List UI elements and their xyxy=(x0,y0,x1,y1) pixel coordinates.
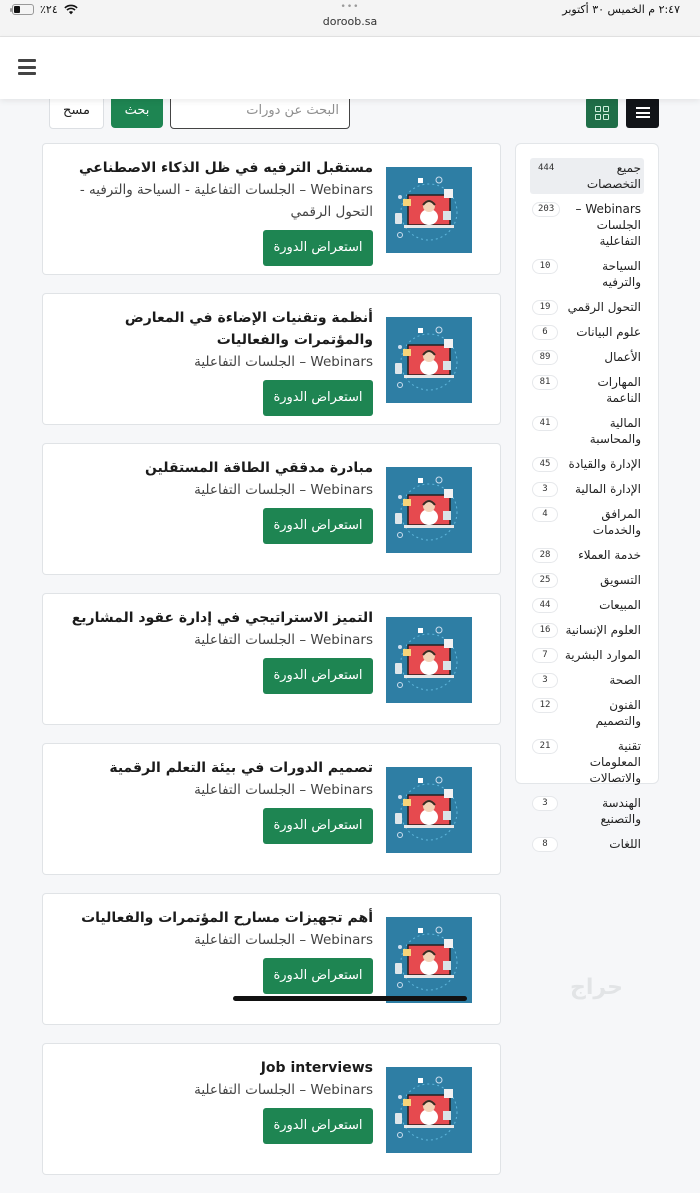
category-label: الأعمال xyxy=(604,350,641,364)
course-thumbnail[interactable] xyxy=(386,617,472,703)
course-card xyxy=(42,593,501,725)
category-soft-skills[interactable] xyxy=(530,372,644,408)
tab-dots-icon[interactable]: ••• xyxy=(340,2,360,12)
category-label: المالية والمحاسبة xyxy=(589,416,641,446)
view-course-button[interactable]: استعراض الدورة xyxy=(263,958,373,994)
battery-percent: ٪٢٤ xyxy=(40,3,58,16)
category-label: التسويق xyxy=(600,573,641,587)
url-text[interactable]: doroob.sa xyxy=(322,15,378,28)
category-count-badge: 7 xyxy=(532,648,558,663)
category-management-leadership[interactable] xyxy=(530,454,644,474)
category-label: تقنية المعلومات والاتصالات xyxy=(589,739,641,785)
category-human-resources[interactable] xyxy=(530,645,644,665)
category-webinars[interactable] xyxy=(530,199,644,251)
webinar-illustration-icon xyxy=(386,767,472,853)
category-financial-management[interactable] xyxy=(530,479,644,499)
list-icon xyxy=(636,107,650,118)
category-count-badge: 41 xyxy=(532,416,558,431)
browser-status-bar xyxy=(0,0,700,37)
course-card xyxy=(42,893,501,1025)
category-count-badge: 12 xyxy=(532,698,558,713)
watermark-logo: حراج xyxy=(570,975,623,1000)
view-course-button[interactable]: استعراض الدورة xyxy=(263,508,373,544)
category-ict[interactable] xyxy=(530,736,644,788)
category-label: الموارد البشرية xyxy=(564,648,641,662)
category-count-badge: 8 xyxy=(532,837,558,852)
course-card xyxy=(42,1043,501,1175)
webinar-illustration-icon xyxy=(386,917,472,1003)
category-count-badge: 4 xyxy=(532,507,558,522)
category-count-badge: 3 xyxy=(532,796,558,811)
course-thumbnail[interactable] xyxy=(386,767,472,853)
category-business[interactable] xyxy=(530,347,644,367)
category-count-badge: 44 xyxy=(532,598,558,613)
category-humanities[interactable] xyxy=(530,620,644,640)
course-title[interactable]: Job interviews xyxy=(260,1060,373,1076)
category-count-badge: 81 xyxy=(532,375,558,390)
course-title[interactable]: التميز الاستراتيجي في إدارة عقود المشاريع xyxy=(71,610,373,626)
time-date: ٢:٤٧ م الخميس ٣٠ أكتوبر xyxy=(562,3,680,16)
view-course-button[interactable]: استعراض الدورة xyxy=(263,230,373,266)
category-data-science[interactable] xyxy=(530,322,644,342)
view-course-button[interactable]: استعراض الدورة xyxy=(263,1108,373,1144)
hamburger-icon-bar xyxy=(18,59,36,62)
category-count-badge: 28 xyxy=(532,548,558,563)
course-category: Webinars – الجلسات التفاعلية xyxy=(194,482,373,498)
course-thumbnail[interactable] xyxy=(386,167,472,253)
webinar-illustration-icon xyxy=(386,467,472,553)
course-thumbnail[interactable] xyxy=(386,917,472,1003)
category-marketing[interactable] xyxy=(530,570,644,590)
category-customer-service[interactable] xyxy=(530,545,644,565)
course-category: Webinars – الجلسات التفاعلية xyxy=(194,782,373,798)
category-count-badge: 19 xyxy=(532,300,558,315)
site-header xyxy=(0,37,700,99)
view-course-button[interactable]: استعراض الدورة xyxy=(263,380,373,416)
category-count-badge: 10 xyxy=(532,259,558,274)
category-label: السياحة والترفيه xyxy=(602,259,641,289)
category-label: الفنون والتصميم xyxy=(595,698,641,728)
category-count-badge: 6 xyxy=(532,325,558,340)
course-title[interactable]: أهم تجهيزات مسارح المؤتمرات والفعاليات xyxy=(81,910,373,926)
category-label: Webinars – الجلسات التفاعلية xyxy=(575,202,641,248)
category-label: اللغات xyxy=(609,837,641,851)
category-label: الصحة xyxy=(609,673,641,687)
category-sidebar xyxy=(515,143,659,851)
category-count-badge: 3 xyxy=(532,482,558,497)
grid-icon xyxy=(595,106,609,120)
category-languages[interactable] xyxy=(530,834,644,854)
category-label: المرافق والخدمات xyxy=(592,507,641,537)
course-thumbnail[interactable] xyxy=(386,317,472,403)
category-all[interactable] xyxy=(530,158,644,194)
category-label: الإدارة المالية xyxy=(574,482,641,496)
category-label: خدمة العملاء xyxy=(578,548,641,562)
course-title[interactable]: مستقبل الترفيه في ظل الذكاء الاصطناعي xyxy=(79,160,373,176)
category-finance-accounting[interactable] xyxy=(530,413,644,449)
category-health[interactable] xyxy=(530,670,644,690)
category-facilities-services[interactable] xyxy=(530,504,644,540)
category-count-badge: 25 xyxy=(532,573,558,588)
category-label: العلوم الإنسانية xyxy=(565,623,641,637)
category-label: الإدارة والقيادة xyxy=(568,457,641,471)
webinar-illustration-icon xyxy=(386,617,472,703)
course-category: Webinars – الجلسات التفاعلية xyxy=(194,932,373,948)
course-category: Webinars – الجلسات التفاعلية xyxy=(194,1082,373,1098)
category-count-badge: 444 xyxy=(532,161,560,176)
course-card xyxy=(42,293,501,425)
clear-button[interactable]: مسح xyxy=(49,92,104,129)
course-thumbnail[interactable] xyxy=(386,1067,472,1153)
webinar-illustration-icon xyxy=(386,1067,472,1153)
category-count-badge: 45 xyxy=(532,457,558,472)
category-label: علوم البيانات xyxy=(576,325,641,339)
category-count-badge: 21 xyxy=(532,739,558,754)
category-label: الهندسة والتصنيع xyxy=(600,796,641,826)
course-category: Webinars – الجلسات التفاعلية xyxy=(194,632,373,648)
webinar-illustration-icon xyxy=(386,167,472,253)
category-label: جميع التخصصات xyxy=(586,161,641,191)
category-label: المبيعات xyxy=(599,598,641,612)
search-button[interactable]: بحث xyxy=(111,92,163,128)
home-indicator[interactable] xyxy=(233,996,467,1001)
grid-view-button[interactable] xyxy=(586,97,618,128)
course-thumbnail[interactable] xyxy=(386,467,472,553)
category-arts-design[interactable] xyxy=(530,695,644,731)
course-title[interactable]: أنظمة وتقنيات الإضاءة في المعارض والمؤتمرات والفعاليات xyxy=(124,310,373,348)
category-engineering[interactable] xyxy=(530,793,644,829)
view-course-button[interactable]: استعراض الدورة xyxy=(263,658,373,694)
course-card xyxy=(42,743,501,875)
category-label: المهارات الناعمة xyxy=(597,375,641,405)
category-digital-transformation[interactable] xyxy=(530,297,644,317)
hamburger-icon-bar xyxy=(18,66,36,69)
category-tourism[interactable] xyxy=(530,256,644,292)
category-count-badge: 89 xyxy=(532,350,558,365)
category-count-badge: 203 xyxy=(532,202,560,217)
category-count-badge: 3 xyxy=(532,673,558,688)
category-label: التحول الرقمي xyxy=(567,300,641,314)
course-card xyxy=(42,143,501,275)
view-course-button[interactable]: استعراض الدورة xyxy=(263,808,373,844)
list-view-button[interactable] xyxy=(626,97,659,128)
category-sales[interactable] xyxy=(530,595,644,615)
hamburger-icon-bar xyxy=(18,72,36,75)
hamburger-menu-button[interactable] xyxy=(18,59,36,75)
webinar-illustration-icon xyxy=(386,317,472,403)
course-category: Webinars – الجلسات التفاعلية xyxy=(194,354,373,370)
course-title[interactable]: تصميم الدورات في بيئة التعلم الرقمية xyxy=(109,760,373,776)
course-card xyxy=(42,443,501,575)
category-count-badge: 16 xyxy=(532,623,558,638)
course-category: Webinars – الجلسات التفاعلية - السياحة والترفيه - التحول الرقمي xyxy=(79,182,373,220)
course-list xyxy=(42,143,501,1193)
course-title[interactable]: مبادرة مدققي الطاقة المستقلين xyxy=(144,460,373,476)
